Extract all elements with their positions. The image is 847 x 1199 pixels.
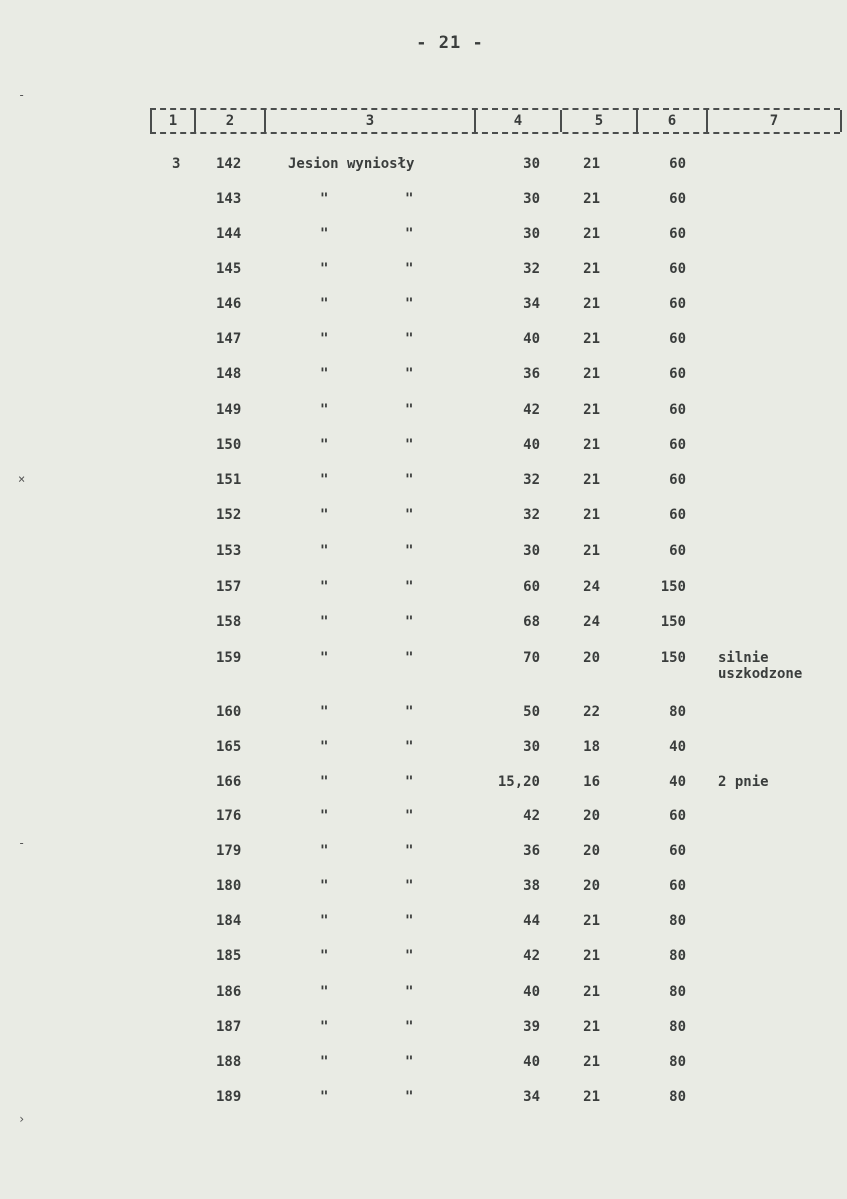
cell-col4: 30 [523, 191, 540, 207]
cell-col4: 42 [523, 948, 540, 964]
ditto-mark: " [405, 507, 414, 523]
cell-col6: 150 [660, 579, 686, 595]
cell-remarks [718, 650, 802, 682]
cell-col4: 70 [523, 650, 540, 666]
cell-col6: 80 [669, 1019, 686, 1035]
cell-col2: 158 [216, 614, 242, 630]
cell-col2: 165 [216, 739, 242, 755]
page-number: - 21 - [416, 33, 484, 53]
cell-col5: 22 [583, 704, 600, 720]
cell-col2: 153 [216, 543, 242, 559]
cell-col6: 60 [669, 808, 686, 824]
cell-col2: 151 [216, 472, 242, 488]
ditto-mark: " [405, 1019, 414, 1035]
cell-col5: 20 [583, 808, 600, 824]
cell-col2: 143 [216, 191, 242, 207]
cell-col6: 80 [669, 948, 686, 964]
cell-col5: 21 [583, 1054, 600, 1070]
ditto-mark: " [405, 650, 414, 666]
cell-col4: 32 [523, 472, 540, 488]
cell-col6: 150 [660, 614, 686, 630]
ditto-mark: " [320, 402, 329, 418]
cell-col6: 60 [669, 543, 686, 559]
cell-col2: 160 [216, 704, 242, 720]
ditto-mark: " [320, 913, 329, 929]
cell-col5: 21 [583, 913, 600, 929]
ditto-mark: " [405, 226, 414, 242]
cell-col2: 159 [216, 650, 242, 666]
ditto-mark: " [320, 984, 329, 1000]
cell-remarks [718, 774, 769, 790]
margin-mark-icon: × [18, 472, 26, 486]
cell-col2: 189 [216, 1089, 242, 1105]
cell-col4: 36 [523, 366, 540, 382]
cell-col5: 21 [583, 402, 600, 418]
cell-col2: 142 [216, 156, 242, 172]
ditto-mark: " [320, 774, 329, 790]
cell-col5: 21 [583, 1019, 600, 1035]
cell-col5: 18 [583, 739, 600, 755]
cell-col5: 21 [583, 984, 600, 1000]
ditto-mark: " [405, 843, 414, 859]
ditto-mark: " [320, 1054, 329, 1070]
cell-col6: 60 [669, 402, 686, 418]
cell-col5: 21 [583, 1089, 600, 1105]
cell-col2: 185 [216, 948, 242, 964]
cell-col5: 24 [583, 579, 600, 595]
cell-col4: 40 [523, 437, 540, 453]
ditto-mark: " [405, 1054, 414, 1070]
cell-col2: 150 [216, 437, 242, 453]
cell-col2: 187 [216, 1019, 242, 1035]
cell-col4: 34 [523, 296, 540, 312]
cell-col5: 21 [583, 156, 600, 172]
cell-col6: 80 [669, 913, 686, 929]
ditto-mark: " [320, 1019, 329, 1035]
cell-col2: 166 [216, 774, 242, 790]
ditto-mark: " [320, 843, 329, 859]
ditto-mark: " [405, 472, 414, 488]
cell-col5: 20 [583, 843, 600, 859]
column-header-5: 5 [560, 110, 636, 132]
cell-col4: 42 [523, 808, 540, 824]
cell-col5: 20 [583, 650, 600, 666]
cell-col4: 40 [523, 331, 540, 347]
cell-col2: 152 [216, 507, 242, 523]
ditto-mark: " [320, 808, 329, 824]
cell-col6: 60 [669, 331, 686, 347]
ditto-mark: " [405, 296, 414, 312]
cell-col5: 21 [583, 261, 600, 277]
cell-col4: 32 [523, 507, 540, 523]
cell-col5: 21 [583, 472, 600, 488]
remark-line: silnie [718, 650, 769, 666]
ditto-mark: " [405, 402, 414, 418]
cell-col5: 21 [583, 296, 600, 312]
cell-col5: 21 [583, 331, 600, 347]
ditto-mark: " [405, 261, 414, 277]
cell-col2: 157 [216, 579, 242, 595]
cell-col5: 24 [583, 614, 600, 630]
cell-col4: 30 [523, 739, 540, 755]
ditto-mark: " [405, 739, 414, 755]
cell-col5: 21 [583, 543, 600, 559]
cell-col6: 60 [669, 261, 686, 277]
ditto-mark: " [320, 650, 329, 666]
ditto-mark: " [320, 437, 329, 453]
cell-col4: 30 [523, 226, 540, 242]
remark-line: uszkodzone [718, 666, 803, 682]
ditto-mark: " [405, 1089, 414, 1105]
cell-col5: 21 [583, 366, 600, 382]
cell-col4: 38 [523, 878, 540, 894]
cell-col4: 32 [523, 261, 540, 277]
cell-col5: 21 [583, 226, 600, 242]
cell-col6: 60 [669, 843, 686, 859]
margin-mark-icon: ‑ [18, 836, 26, 850]
ditto-mark: " [320, 366, 329, 382]
ditto-mark: " [320, 704, 329, 720]
column-header-3: 3 [264, 110, 474, 132]
cell-col2: 144 [216, 226, 242, 242]
ditto-mark: " [405, 191, 414, 207]
ditto-mark: " [320, 331, 329, 347]
cell-col6: 80 [669, 704, 686, 720]
column-header-6: 6 [636, 110, 706, 132]
cell-col6: 40 [669, 739, 686, 755]
cell-col4: 44 [523, 913, 540, 929]
ditto-mark: " [320, 226, 329, 242]
ditto-mark: " [405, 948, 414, 964]
cell-col6: 80 [669, 984, 686, 1000]
ditto-mark: " [320, 191, 329, 207]
cell-species: Jesion wyniosły [288, 156, 415, 172]
column-header-1: 1 [150, 110, 194, 132]
ditto-mark: " [320, 739, 329, 755]
cell-col5: 21 [583, 948, 600, 964]
ditto-mark: " [405, 543, 414, 559]
ditto-mark: " [320, 472, 329, 488]
cell-col2: 186 [216, 984, 242, 1000]
ditto-mark: " [405, 913, 414, 929]
cell-col4: 68 [523, 614, 540, 630]
cell-col5: 20 [583, 878, 600, 894]
ditto-mark: " [405, 878, 414, 894]
cell-col4: 15,20 [497, 774, 540, 790]
cell-col2: 179 [216, 843, 242, 859]
cell-col6: 60 [669, 191, 686, 207]
cell-col5: 21 [583, 507, 600, 523]
cell-col2: 180 [216, 878, 242, 894]
cell-col6: 80 [669, 1089, 686, 1105]
column-header-2: 2 [194, 110, 264, 132]
cell-col2: 188 [216, 1054, 242, 1070]
ditto-mark: " [320, 507, 329, 523]
ditto-mark: " [405, 331, 414, 347]
cell-col2: 184 [216, 913, 242, 929]
column-header-7: 7 [706, 110, 842, 132]
margin-mark-icon: ‑ [18, 88, 26, 102]
cell-col4: 34 [523, 1089, 540, 1105]
cell-col4: 42 [523, 402, 540, 418]
margin-mark-icon: › [18, 1112, 26, 1126]
cell-col6: 80 [669, 1054, 686, 1070]
ditto-mark: " [405, 366, 414, 382]
cell-col6: 60 [669, 472, 686, 488]
ditto-mark: " [320, 1089, 329, 1105]
cell-col6: 60 [669, 437, 686, 453]
ditto-mark: " [320, 296, 329, 312]
cell-col2: 148 [216, 366, 242, 382]
cell-col4: 36 [523, 843, 540, 859]
remark-line: 2 pnie [718, 774, 769, 790]
ditto-mark: " [405, 579, 414, 595]
cell-col1: 3 [172, 156, 181, 172]
ditto-mark: " [320, 948, 329, 964]
cell-col4: 40 [523, 984, 540, 1000]
cell-col6: 60 [669, 296, 686, 312]
cell-col4: 40 [523, 1054, 540, 1070]
cell-col2: 147 [216, 331, 242, 347]
ditto-mark: " [320, 614, 329, 630]
cell-col4: 39 [523, 1019, 540, 1035]
column-header-4: 4 [474, 110, 560, 132]
ditto-mark: " [320, 878, 329, 894]
table-header [150, 108, 840, 134]
cell-col6: 60 [669, 878, 686, 894]
cell-col6: 40 [669, 774, 686, 790]
cell-col4: 30 [523, 543, 540, 559]
cell-col2: 149 [216, 402, 242, 418]
ditto-mark: " [405, 437, 414, 453]
cell-col2: 146 [216, 296, 242, 312]
ditto-mark: " [405, 704, 414, 720]
ditto-mark: " [320, 579, 329, 595]
ditto-mark: " [405, 774, 414, 790]
cell-col2: 176 [216, 808, 242, 824]
cell-col4: 30 [523, 156, 540, 172]
cell-col6: 60 [669, 156, 686, 172]
cell-col4: 60 [523, 579, 540, 595]
cell-col4: 50 [523, 704, 540, 720]
cell-col2: 145 [216, 261, 242, 277]
ditto-mark: " [320, 261, 329, 277]
ditto-mark: " [405, 984, 414, 1000]
ditto-mark: " [405, 614, 414, 630]
cell-col5: 16 [583, 774, 600, 790]
cell-col5: 21 [583, 437, 600, 453]
ditto-mark: " [405, 808, 414, 824]
cell-col5: 21 [583, 191, 600, 207]
cell-col6: 60 [669, 507, 686, 523]
cell-col6: 150 [660, 650, 686, 666]
cell-col6: 60 [669, 366, 686, 382]
ditto-mark: " [320, 543, 329, 559]
cell-col6: 60 [669, 226, 686, 242]
